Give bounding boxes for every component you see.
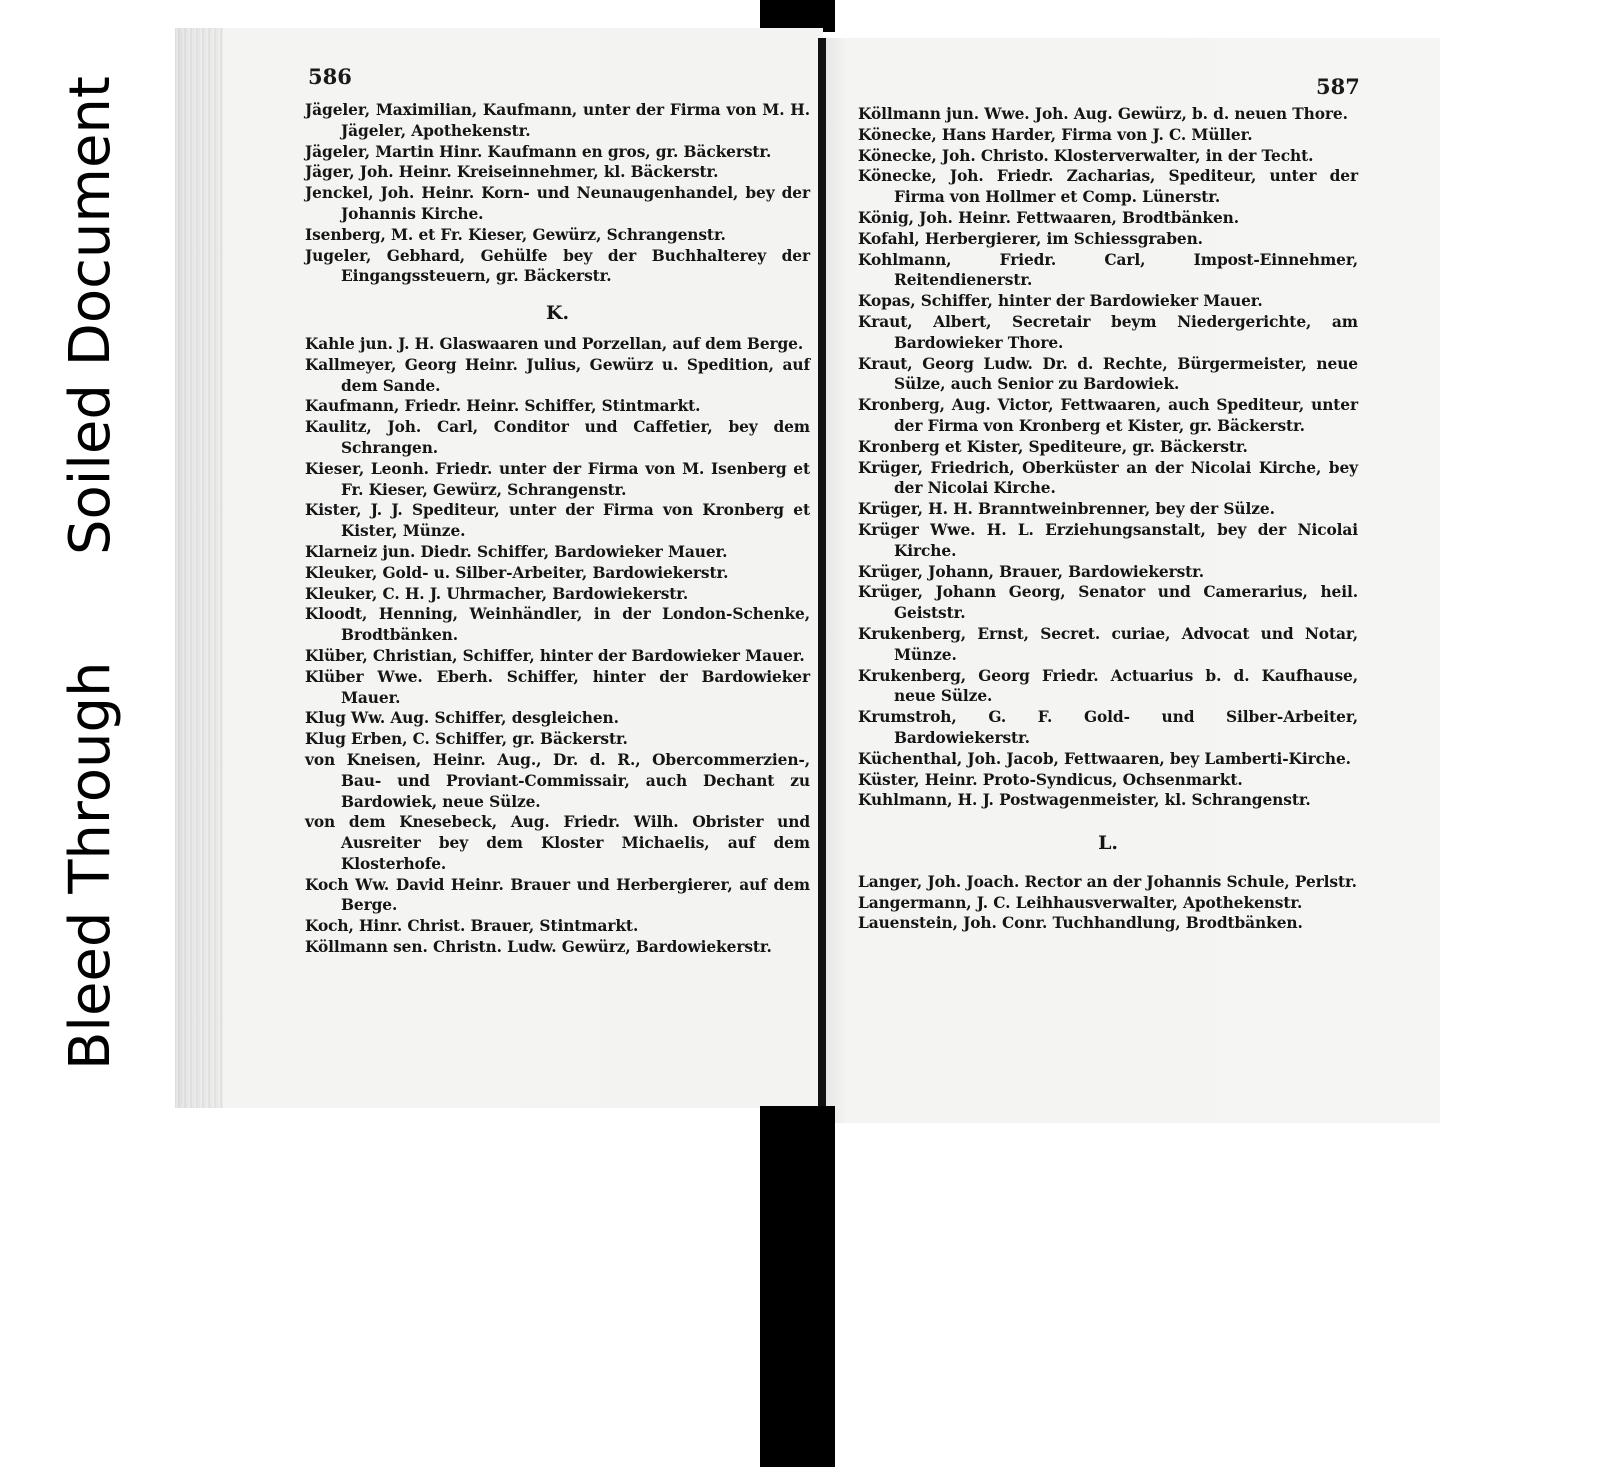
directory-entry: Jägeler, Maximilian, Kaufmann, unter der Firma von M. H. Jägeler, Apothekenstr.: [305, 101, 810, 140]
directory-entry: Koch Ww. David Heinr. Brauer und Herbergierer, auf dem Berge.: [305, 875, 810, 915]
directory-entry: Krüger, Friedrich, Oberküster an der Nicolai Kirche, bey der Nicolai Kirche.: [858, 458, 1358, 498]
directory-entry: Kister, J. J. Spediteur, unter der Firma von Kronberg et Kister, Münze.: [305, 501, 810, 541]
directory-entry: Krukenberg, Georg Friedr. Actuarius b. d. Kaufhause, neue Sülze.: [858, 666, 1358, 706]
directory-entry: von Kneisen, Heinr. Aug., Dr. d. R., Obercommerzien-, Bau- und Proviant-Commissair, auch Dechant zu Bardowiek, neue Sülze.: [305, 750, 810, 811]
bleed-through-label: Bleed Through: [58, 661, 123, 1070]
page-number-right: 587: [1316, 74, 1360, 99]
directory-entry: Jäger, Joh. Heinr. Kreiseinnehmer, kl. Bäckerstr.: [305, 163, 719, 182]
entries-k-continued: [858, 104, 1358, 811]
soiled-document-label: Soiled Document: [58, 76, 123, 555]
directory-entry: Kopas, Schiffer, hinter der Bardowieker Mauer.: [858, 292, 1263, 311]
right-column: [858, 104, 1358, 934]
directory-entry: Könecke, Joh. Christo. Klosterverwalter, in der Techt.: [858, 146, 1314, 165]
directory-entry: Kaulitz, Joh. Carl, Conditor und Caffetier, bey dem Schrangen.: [305, 418, 810, 457]
directory-entry: Kohlmann, Friedr. Carl, Impost-Einnehmer, Reitendienerstr.: [858, 250, 1358, 290]
directory-entry: Kuhlmann, H. J. Postwagenmeister, kl. Schrangenstr.: [858, 791, 1311, 810]
directory-entry: Klüber, Christian, Schiffer, hinter der Bardowieker Mauer.: [305, 646, 805, 665]
directory-entry: Kallmeyer, Georg Heinr. Julius, Gewürz u. Spedition, auf dem Sande.: [305, 355, 810, 395]
book-gutter: [818, 38, 826, 1113]
directory-entry: von dem Knesebeck, Aug. Friedr. Wilh. Obrister und Ausreiter bey dem Kloster Michaelis, auf dem Klosterhofe.: [305, 813, 810, 873]
page-edge-stack: [175, 28, 223, 1108]
left-column: [305, 100, 810, 958]
directory-entry: Langermann, J. C. Leihhausverwalter, Apothekenstr.: [858, 893, 1303, 912]
page-number-left: 586: [308, 64, 352, 89]
directory-entry: Könecke, Hans Harder, Firma von J. C. Müller.: [858, 125, 1253, 144]
directory-entry: Könecke, Joh. Friedr. Zacharias, Spediteur, unter der Firma von Hollmer et Comp. Lünerstr.: [858, 167, 1358, 207]
directory-entry: Kaufmann, Friedr. Heinr. Schiffer, Stintmarkt.: [305, 397, 701, 416]
directory-entry: Jägeler, Martin Hinr. Kaufmann en gros, gr. Bäckerstr.: [305, 142, 772, 161]
directory-entry: Koch, Hinr. Christ. Brauer, Stintmarkt.: [305, 917, 639, 936]
directory-entry: Jenckel, Joh. Heinr. Korn- und Neunaugenhandel, bey der Johannis Kirche.: [305, 184, 810, 223]
directory-entry: Langer, Joh. Joach. Rector an der Johannis Schule, Perlstr.: [858, 872, 1357, 891]
directory-entry: Krumstroh, G. F. Gold- und Silber-Arbeiter, Bardowiekerstr.: [858, 708, 1358, 747]
directory-entry: Kieser, Leonh. Friedr. unter der Firma von M. Isenberg et Fr. Kieser, Gewürz, Schrangenstr.: [305, 459, 810, 499]
directory-entry: Küchenthal, Joh. Jacob, Fettwaaren, bey Lamberti-Kirche.: [858, 749, 1351, 768]
directory-entry: Krukenberg, Ernst, Secret. curiae, Advocat und Notar, Münze.: [858, 624, 1358, 664]
directory-entry: König, Joh. Heinr. Fettwaaren, Brodtbänken.: [858, 208, 1240, 227]
directory-entry: Köllmann sen. Christn. Ludw. Gewürz, Bardowiekerstr.: [305, 938, 772, 957]
entries-k: [305, 334, 810, 958]
spine-shadow-bottom: [760, 1106, 835, 1467]
directory-entry: Lauenstein, Joh. Conr. Tuchhandlung, Brodtbänken.: [858, 914, 1303, 933]
directory-entry: Kronberg et Kister, Spediteure, gr. Bäckerstr.: [858, 437, 1248, 456]
entries-l: [858, 872, 1358, 934]
directory-entry: Kahle jun. J. H. Glaswaaren und Porzellan, auf dem Berge.: [305, 334, 804, 353]
watermark-label: [58, 40, 168, 1070]
directory-entry: Kleuker, Gold- u. Silber-Arbeiter, Bardowiekerstr.: [305, 563, 729, 582]
directory-entry: Klug Ww. Aug. Schiffer, desgleichen.: [305, 709, 619, 728]
entries-j: [305, 100, 810, 287]
directory-entry: Kloodt, Henning, Weinhändler, in der London-Schenke, Brodtbänken.: [305, 605, 810, 645]
directory-entry: Isenberg, M. et Fr. Kieser, Gewürz, Schrangenstr.: [305, 225, 726, 244]
directory-entry: Jugeler, Gebhard, Gehülfe bey der Buchhalterey der Eingangssteuern, gr. Bäckerstr.: [305, 246, 810, 286]
directory-entry: Klug Erben, C. Schiffer, gr. Bäckerstr.: [305, 730, 628, 749]
directory-entry: Kraut, Albert, Secretair beym Niedergerichte, am Bardowieker Thore.: [858, 312, 1358, 352]
directory-entry: Klüber Wwe. Eberh. Schiffer, hinter der Bardowieker Mauer.: [305, 667, 810, 707]
directory-entry: Kofahl, Herbergierer, im Schiessgraben.: [858, 229, 1203, 248]
directory-entry: Krüger Wwe. H. L. Erziehungsanstalt, bey der Nicolai Kirche.: [858, 520, 1358, 560]
directory-entry: Kraut, Georg Ludw. Dr. d. Rechte, Bürgermeister, neue Sülze, auch Senior zu Bardowiek.: [858, 354, 1358, 394]
directory-entry: Kleuker, C. H. J. Uhrmacher, Bardowiekerstr.: [305, 584, 689, 603]
directory-entry: Klarneiz jun. Diedr. Schiffer, Bardowieker Mauer.: [305, 542, 728, 561]
directory-entry: Kronberg, Aug. Victor, Fettwaaren, auch Spediteur, unter der Firma von Kronberg et Kister, gr. Bäckerstr.: [858, 396, 1358, 435]
directory-entry: Krüger, Johann, Brauer, Bardowiekerstr.: [858, 562, 1205, 581]
directory-entry: Küster, Heinr. Proto-Syndicus, Ochsenmarkt.: [858, 770, 1243, 789]
section-letter-l: L.: [1098, 832, 1118, 855]
directory-entry: Krüger, Johann Georg, Senator und Camerarius, heil. Geiststr.: [858, 583, 1358, 623]
section-letter-k: K.: [546, 302, 569, 325]
directory-entry: Krüger, H. H. Branntweinbrenner, bey der Sülze.: [858, 500, 1275, 519]
directory-entry: Köllmann jun. Wwe. Joh. Aug. Gewürz, b. d. neuen Thore.: [858, 105, 1348, 123]
